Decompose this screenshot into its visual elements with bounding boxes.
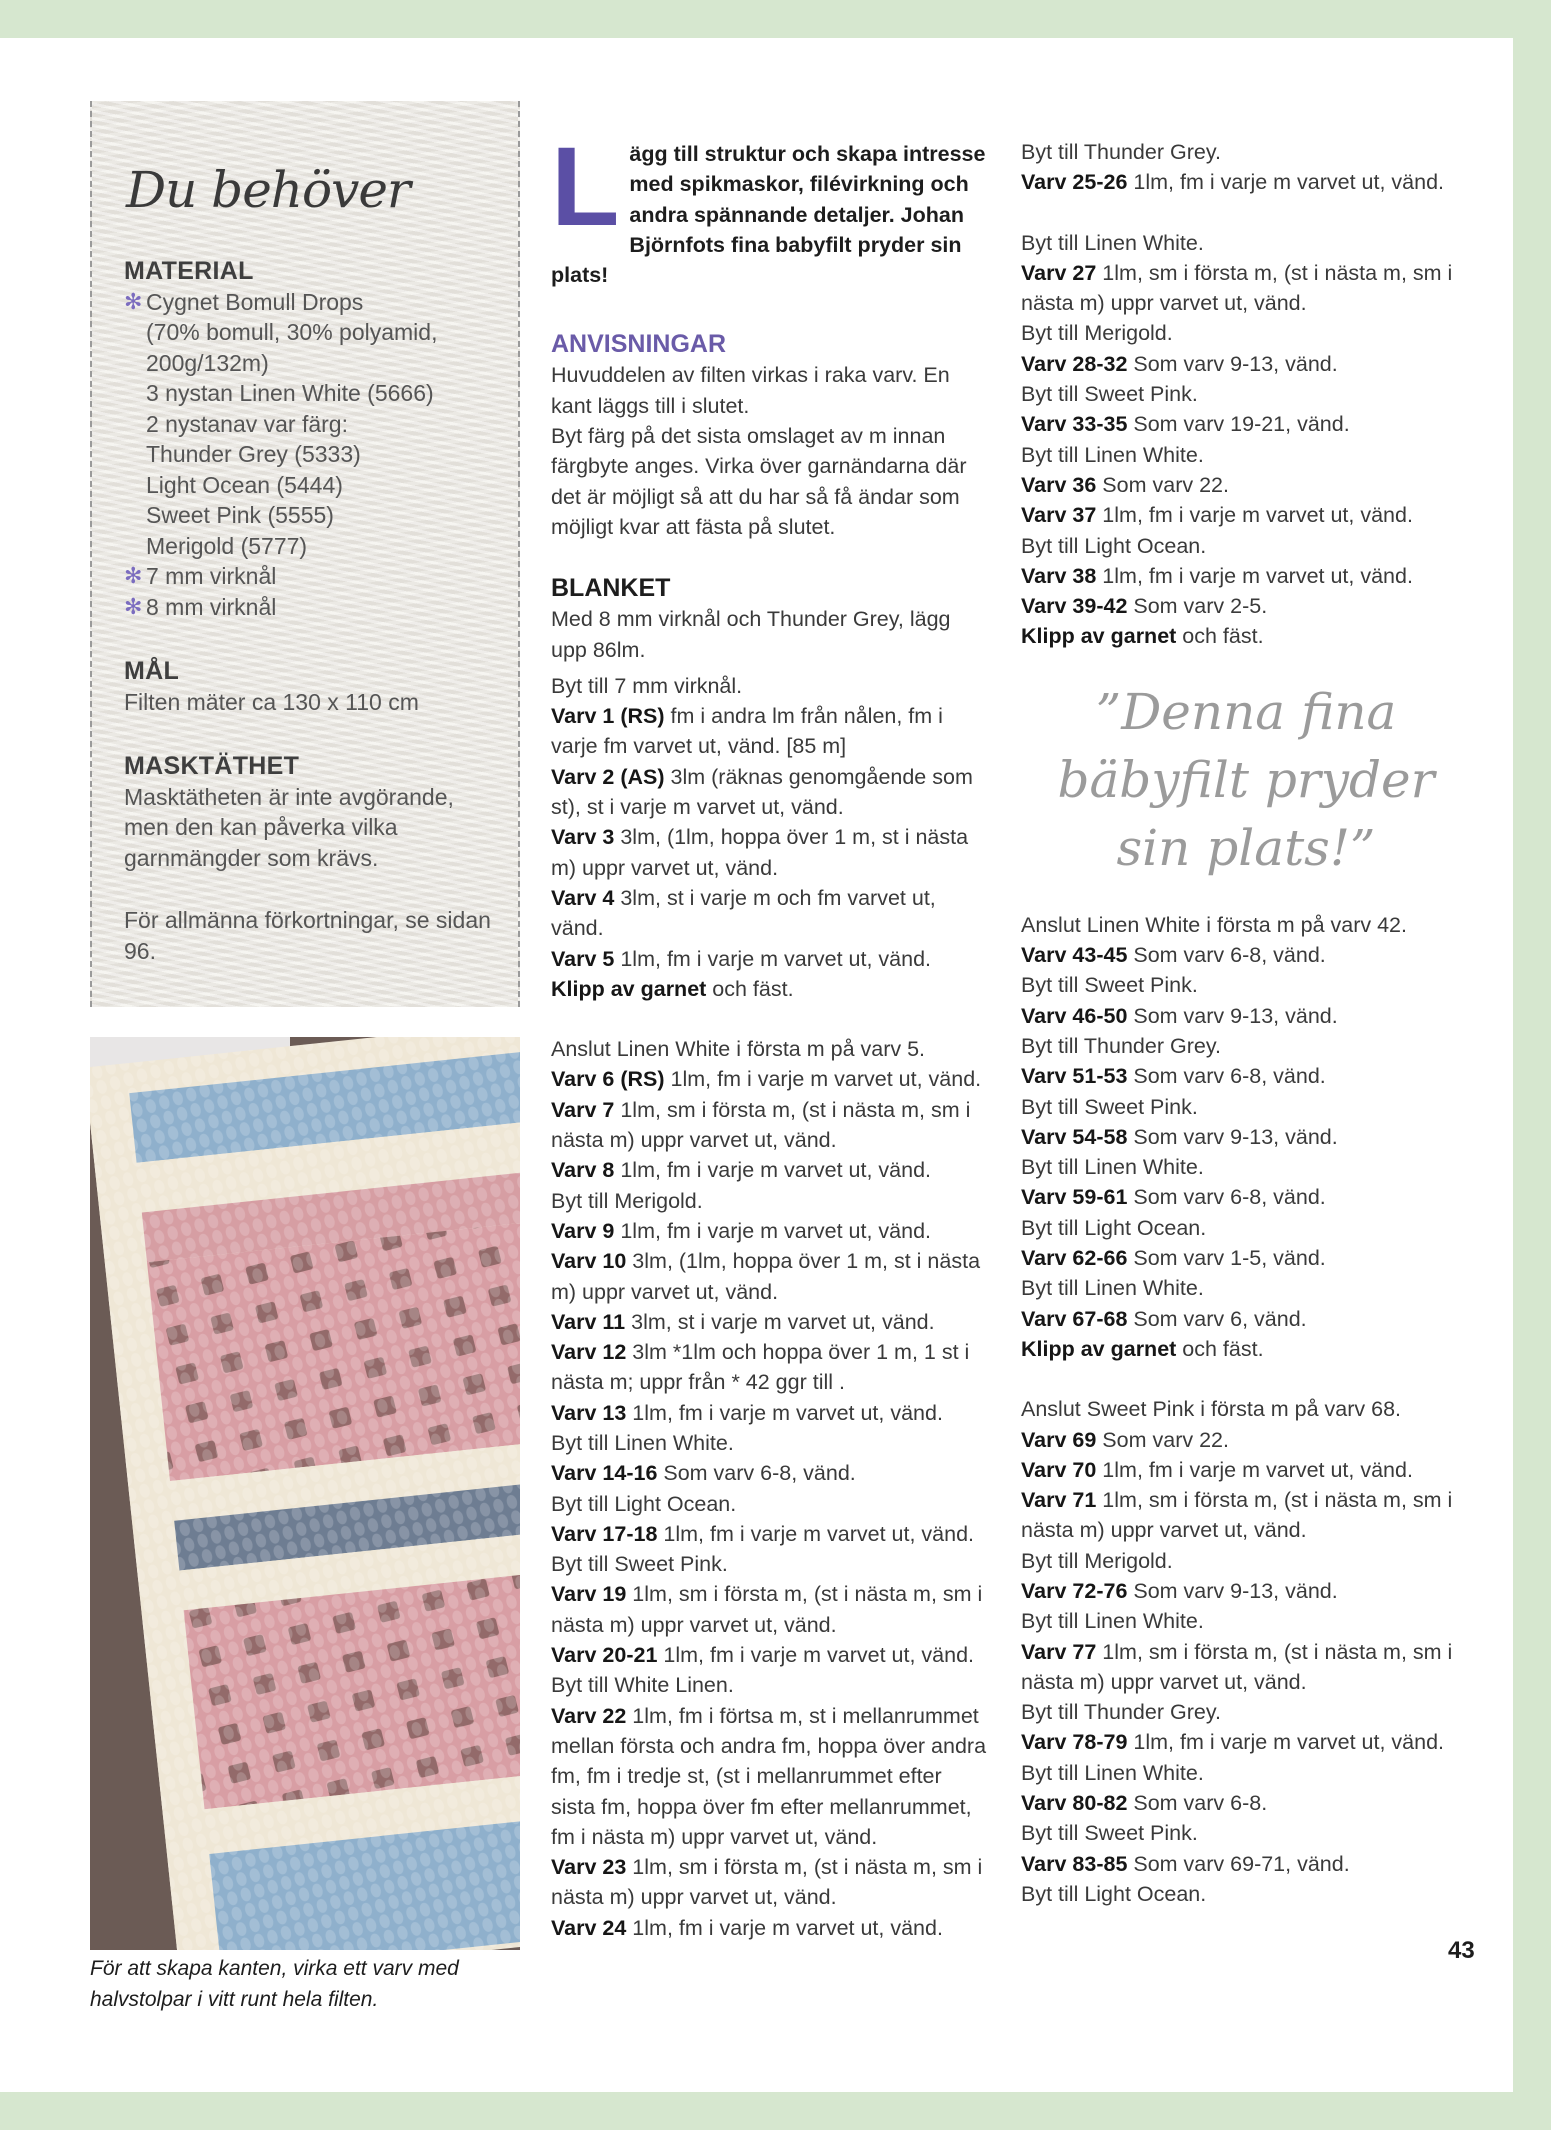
row-label: Varv 33-35 — [1021, 412, 1128, 437]
row-label: Varv 28-32 — [1021, 351, 1128, 376]
instruction-line — [551, 1246, 991, 1307]
instruction-line — [1021, 970, 1471, 1000]
row-text: Byt till Thunder Grey. — [1021, 140, 1221, 164]
instruction-line — [1021, 500, 1471, 530]
row-text: 1lm, fm i varje m varvet ut, vänd. — [1096, 503, 1413, 528]
row-text: Som varv 9-13, vänd. — [1127, 1124, 1338, 1149]
mal-text: Filten mäter ca 130 x 110 cm — [124, 688, 419, 715]
row-text: Som varv 6-8. — [1127, 1791, 1268, 1816]
row-label: Varv 8 — [551, 1158, 615, 1183]
row-text: 1lm, fm i varje m varvet ut, vänd. — [614, 1218, 931, 1243]
instruction-line — [551, 1216, 991, 1246]
row-text: Byt till Linen White. — [551, 1430, 734, 1455]
row-text: Byt till Sweet Pink. — [1021, 1821, 1198, 1846]
instruction-line — [1021, 228, 1471, 258]
instruction-line — [551, 974, 991, 1004]
row-text: 1lm, sm i första m, (st i nästa m, sm i nästa m) uppr varvet ut, vänd. — [551, 1855, 983, 1910]
material-item-text: (70% bomull, 30% polyamid, — [146, 319, 438, 345]
row-text: 1lm, fm i varje m varvet ut, vänd. — [626, 1915, 943, 1940]
materials-sidebar — [90, 101, 520, 1007]
row-label: Varv 72-76 — [1021, 1578, 1128, 1603]
instruction-line — [551, 1064, 991, 1094]
bullet-icon: ✻ — [124, 563, 143, 588]
row-label: Klipp av garnet — [1021, 624, 1177, 649]
instruction-line — [551, 1670, 991, 1700]
row-label: Varv 83-85 — [1021, 1851, 1128, 1876]
row-text: fm i andra lm från nålen, fm i varje fm varvet ut, vänd. [85 m] — [551, 704, 943, 759]
instruction-line — [551, 671, 991, 701]
pull-quote: ”Denna fina bäbyfilt pryder sin plats!” — [1057, 682, 1435, 877]
paragraph-gap — [1021, 1364, 1471, 1394]
intro-paragraph — [551, 124, 991, 290]
row-text: Som varv 6-8, vänd. — [1127, 943, 1326, 968]
row-text: Som varv 9-13, vänd. — [1127, 1578, 1338, 1603]
row-label: Varv 27 — [1021, 260, 1097, 285]
instruction-line — [1021, 1879, 1471, 1909]
masktathet-heading: MASKTÄTHET — [124, 752, 300, 780]
instruction-line — [1021, 379, 1471, 409]
row-text: 1lm, sm i första m, (st i nästa m, sm i nästa m) uppr varvet ut, vänd. — [1021, 260, 1453, 316]
instruction-line — [1021, 1152, 1471, 1182]
row-label: Varv 36 — [1021, 472, 1097, 497]
row-label: Varv 51-53 — [1021, 1064, 1128, 1089]
instruction-line — [1021, 167, 1471, 197]
material-item — [124, 348, 498, 379]
row-label: Varv 10 — [551, 1249, 627, 1274]
instruction-line — [551, 1155, 991, 1185]
instruction-line — [1021, 1273, 1471, 1303]
material-item — [124, 378, 498, 409]
row-text: 1lm, sm i första m, (st i nästa m, sm i nästa m) uppr varvet ut, vänd. — [551, 1582, 983, 1637]
material-item-text: 7 mm virknål — [146, 563, 277, 589]
row-text: 3lm, (1lm, hoppa över 1 m, st i nästa m) uppr varvet ut, vänd. — [551, 1249, 981, 1304]
instruction-line — [1021, 1001, 1471, 1031]
anvisningar-text-1: Huvuddelen av filten virkas i raka varv. En kant läggs till i slutet. — [551, 363, 950, 418]
instruction-line — [1021, 1455, 1471, 1485]
material-list — [124, 287, 498, 623]
row-text: Som varv 6-8, vänd. — [657, 1461, 856, 1486]
instruction-line — [1021, 1243, 1471, 1273]
row-label: Varv 77 — [1021, 1639, 1097, 1664]
material-item — [124, 500, 498, 531]
material-item — [124, 561, 498, 592]
row-label: Varv 6 (RS) — [551, 1067, 665, 1092]
material-item-text: Light Ocean (5444) — [146, 471, 343, 498]
row-label: Varv 43-45 — [1021, 943, 1128, 968]
row-text: 3lm (räknas genomgående som st), st i varje m varvet ut, vänd. — [551, 764, 973, 820]
instruction-line — [1021, 1213, 1471, 1243]
anvisningar-text-2: Byt färg på det sista omslaget av m innan färgbyte anges. Virka över garnändarna där det är möjligt så att du har så få ändar som möjligt kvar att fästa på slutet. — [551, 424, 967, 539]
row-text: och fäst. — [1176, 1336, 1264, 1361]
row-text: 1lm, fm i varje m varvet ut, vänd. — [657, 1643, 975, 1668]
masktathet-text: Masktätheten är inte avgörande, men den kan påverka vilka garnmängder som krävs. — [124, 783, 454, 871]
blanket-illustration — [90, 1037, 520, 1950]
instruction-line — [551, 1640, 991, 1670]
row-label: Varv 11 — [551, 1309, 626, 1334]
material-item-text: 3 nystan Linen White (5666) — [146, 380, 434, 406]
row-instructions-part-1 — [551, 671, 991, 1943]
instruction-line — [1021, 1818, 1471, 1848]
material-section — [124, 256, 498, 622]
row-text: Byt till 7 mm virknål. — [551, 673, 743, 698]
row-text: 1lm, sm i första m, (st i nästa m, sm i nästa m) uppr varvet ut, vänd. — [551, 1097, 971, 1153]
instruction-line — [1021, 621, 1471, 651]
row-label: Varv 20-21 — [551, 1643, 658, 1668]
row-text: Byt till Thunder Grey. — [1021, 1700, 1221, 1725]
intro-text: ägg till struktur och skapa intresse med spikmaskor, filévirkning och andra spännande detaljer. Johan Björnfots fina babyfilt pryder sin plats! — [551, 142, 986, 288]
instruction-line — [1021, 1727, 1471, 1757]
row-label: Varv 23 — [551, 1855, 627, 1880]
row-label: Varv 67-68 — [1021, 1306, 1128, 1331]
instruction-line — [551, 1489, 991, 1519]
instruction-line — [551, 1337, 991, 1398]
row-label: Varv 59-61 — [1021, 1185, 1128, 1210]
material-item — [124, 531, 498, 562]
row-text: Byt till Linen White. — [1021, 1276, 1204, 1301]
instruction-line — [1021, 561, 1471, 591]
row-text: 1lm, fm i varje m varvet ut, vänd. — [1127, 170, 1445, 195]
row-text: Byt till White Linen. — [551, 1673, 734, 1698]
row-text: Byt till Light Ocean. — [551, 1491, 737, 1516]
instruction-line — [1021, 1122, 1471, 1152]
instruction-line — [1021, 1849, 1471, 1879]
row-text: Som varv 6, vänd. — [1127, 1306, 1307, 1331]
paragraph-gap — [551, 1004, 991, 1034]
row-label: Varv 78-79 — [1021, 1730, 1128, 1755]
instruction-line — [1021, 591, 1471, 621]
row-text: 1lm, fm i varje m varvet ut, vänd. — [626, 1400, 943, 1425]
instruction-line — [1021, 1485, 1471, 1546]
instruction-line — [551, 822, 991, 883]
material-item-text: 2 nystanav var färg: — [146, 410, 348, 437]
instruction-line — [551, 762, 991, 823]
row-text: 1lm, fm i varje m varvet ut, vänd. — [1096, 1457, 1413, 1482]
instruction-line — [1021, 1788, 1471, 1818]
instruction-line — [1021, 1425, 1471, 1455]
row-text: Som varv 19-21, vänd. — [1127, 412, 1350, 437]
row-label: Varv 5 — [551, 946, 615, 971]
row-label: Varv 9 — [551, 1218, 615, 1243]
material-item — [124, 409, 498, 440]
row-text: Byt till Light Ocean. — [1021, 1215, 1207, 1240]
instruction-line — [551, 1549, 991, 1579]
row-text: Byt till Merigold. — [551, 1188, 703, 1213]
row-text: Som varv 22. — [1096, 1427, 1229, 1452]
instruction-line — [1021, 910, 1471, 940]
instruction-line — [551, 1579, 991, 1640]
instruction-line — [551, 1913, 991, 1943]
instruction-line — [1021, 409, 1471, 439]
row-text: Anslut Sweet Pink i första m på varv 68. — [1021, 1397, 1401, 1422]
row-label: Varv 4 — [551, 885, 615, 910]
row-text: Byt till Merigold. — [1021, 1548, 1173, 1573]
row-label: Varv 46-50 — [1021, 1003, 1128, 1028]
row-label: Varv 80-82 — [1021, 1791, 1128, 1816]
anvisningar-heading: ANVISNINGAR — [551, 330, 727, 359]
row-text: 1lm, fm i varje m varvet ut, vänd. — [614, 946, 931, 971]
row-text: 3lm, st i varje m varvet ut, vänd. — [625, 1309, 935, 1334]
row-label: Varv 7 — [551, 1097, 615, 1122]
row-label: Varv 3 — [551, 825, 615, 850]
row-label: Varv 37 — [1021, 503, 1097, 528]
row-text: Byt till Linen White. — [1021, 1155, 1204, 1180]
row-text: 1lm, fm i varje m varvet ut, vänd. — [614, 1158, 931, 1183]
row-label: Varv 38 — [1021, 563, 1097, 588]
material-item-text: 200g/132m) — [146, 349, 269, 376]
material-item — [124, 287, 498, 318]
row-text: Byt till Linen White. — [1021, 1760, 1204, 1785]
instruction-line — [1021, 1637, 1471, 1698]
instruction-line — [551, 1186, 991, 1216]
row-instructions-part-2 — [1021, 137, 1471, 652]
instruction-line — [551, 1428, 991, 1458]
row-text: Som varv 22. — [1096, 472, 1229, 497]
instruction-line — [1021, 1394, 1471, 1424]
material-item-text: Thunder Grey (5333) — [146, 441, 361, 467]
mal-heading: MÅL — [124, 657, 180, 685]
row-text: Byt till Linen White. — [1021, 1609, 1204, 1634]
row-text: Byt till Merigold. — [1021, 321, 1173, 346]
photo-caption: För att skapa kanten, virka ett varv med halvstolpar i vitt runt hela filten. — [90, 1957, 459, 2011]
row-text: Som varv 9-13, vänd. — [1127, 1003, 1338, 1028]
instruction-line — [1021, 470, 1471, 500]
blanket-intro: Med 8 mm virknål och Thunder Grey, lägg upp 86lm. — [551, 607, 951, 662]
instruction-line — [551, 1307, 991, 1337]
material-item-text: 8 mm virknål — [146, 593, 277, 620]
instructions-column-1 — [551, 124, 991, 1943]
row-text: Som varv 69-71, vänd. — [1127, 1851, 1350, 1876]
instruction-line — [1021, 1092, 1471, 1122]
row-label: Klipp av garnet — [551, 976, 707, 1001]
paragraph-gap — [1021, 198, 1471, 228]
mal-section — [124, 656, 498, 717]
row-label: Varv 2 (AS) — [551, 764, 665, 789]
row-text: Byt till Sweet Pink. — [551, 1552, 728, 1577]
row-label: Varv 22 — [551, 1703, 627, 1728]
instruction-line — [551, 1701, 991, 1852]
row-text: 3lm, (1lm, hoppa över 1 m, st i nästa m) uppr varvet ut, vänd. — [551, 825, 969, 880]
row-text: och fäst. — [706, 976, 794, 1001]
instruction-line — [551, 1034, 991, 1064]
instruction-line — [1021, 318, 1471, 348]
row-label: Varv 62-66 — [1021, 1246, 1128, 1271]
row-text: Byt till Linen White. — [1021, 230, 1204, 255]
instruction-line — [1021, 1546, 1471, 1576]
instruction-line — [1021, 1697, 1471, 1727]
row-label: Klipp av garnet — [1021, 1336, 1177, 1361]
row-text: Som varv 1-5, vänd. — [1127, 1246, 1326, 1271]
row-text: 1lm, fm i varje m varvet ut, vänd. — [664, 1067, 982, 1092]
bullet-icon: ✻ — [124, 288, 143, 314]
instruction-line — [1021, 258, 1471, 319]
row-label: Varv 25-26 — [1021, 170, 1128, 195]
row-text: Som varv 6-8, vänd. — [1127, 1185, 1326, 1210]
row-label: Varv 69 — [1021, 1427, 1097, 1452]
instruction-line — [1021, 1334, 1471, 1364]
instruction-line — [551, 1852, 991, 1913]
row-text: Byt till Sweet Pink. — [1021, 973, 1198, 998]
row-text: 1lm, sm i första m, (st i nästa m, sm i nästa m) uppr varvet ut, vänd. — [1021, 1488, 1453, 1543]
row-text: 1lm, fm i varje m varvet ut, vänd. — [1127, 1730, 1445, 1755]
row-text: 1lm, fm i varje m varvet ut, vänd. — [1096, 563, 1413, 588]
instruction-line — [1021, 137, 1471, 167]
row-text: Som varv 6-8, vänd. — [1127, 1064, 1326, 1089]
row-text: Byt till Sweet Pink. — [1021, 382, 1198, 407]
row-text: Anslut Linen White i första m på varv 42. — [1021, 912, 1407, 937]
instruction-line — [551, 1458, 991, 1488]
row-text: Som varv 2-5. — [1127, 594, 1268, 619]
row-label: Varv 39-42 — [1021, 594, 1128, 619]
row-text: Anslut Linen White i första m på varv 5. — [551, 1037, 926, 1062]
row-text: Byt till Light Ocean. — [1021, 533, 1207, 558]
crochet-blanket-photo — [90, 1037, 520, 1950]
instruction-line — [1021, 1606, 1471, 1636]
row-text: 3lm, st i varje m och fm varvet ut, vänd. — [551, 885, 936, 941]
sidebar-title: Du behöver — [126, 161, 410, 219]
material-item — [124, 592, 498, 623]
blanket-heading: BLANKET — [551, 574, 671, 603]
material-item — [124, 439, 498, 470]
instruction-line — [551, 944, 991, 974]
row-label: Varv 70 — [1021, 1457, 1097, 1482]
row-text: Som varv 9-13, vänd. — [1127, 351, 1338, 376]
instruction-line — [1021, 531, 1471, 561]
row-label: Varv 14-16 — [551, 1461, 658, 1486]
instruction-line — [551, 1398, 991, 1428]
instruction-line — [1021, 940, 1471, 970]
material-item — [124, 317, 498, 348]
row-label: Varv 17-18 — [551, 1521, 658, 1546]
row-text: 1lm, fm i varje m varvet ut, vänd. — [657, 1521, 975, 1546]
bullet-icon: ✻ — [124, 593, 143, 619]
row-text: Byt till Sweet Pink. — [1021, 1094, 1198, 1119]
row-text: 1lm, sm i första m, (st i nästa m, sm i nästa m) uppr varvet ut, vänd. — [1021, 1639, 1453, 1694]
instruction-line — [1021, 1182, 1471, 1212]
row-label: Varv 19 — [551, 1582, 627, 1607]
row-text: Byt till Light Ocean. — [1021, 1881, 1207, 1906]
abbreviations-note: För allmänna förkortningar, se sidan 96. — [124, 907, 491, 964]
instruction-line — [551, 701, 991, 762]
instruction-line — [551, 1519, 991, 1549]
instruction-line — [551, 883, 991, 944]
row-text: Byt till Linen White. — [1021, 442, 1204, 467]
row-instructions-part-3 — [1021, 910, 1471, 1910]
instruction-line — [1021, 440, 1471, 470]
instruction-line — [1021, 1304, 1471, 1334]
row-text: 3lm *1lm och hoppa över 1 m, 1 st i nästa m; uppr från * 42 ggr till . — [551, 1340, 970, 1395]
page-number: 43 — [1448, 1937, 1475, 1964]
instruction-line — [1021, 1758, 1471, 1788]
instruction-line — [1021, 349, 1471, 379]
row-label: Varv 1 (RS) — [551, 704, 665, 729]
row-text: 1lm, fm i förtsa m, st i mellanrummet mellan första och andra fm, hoppa över andra fm, fm i tredje st, (st i mellanrummet efter sista fm, hoppa över fm efter mellanrummet, fm i nästa m) uppr varvet ut, vänd. — [551, 1703, 987, 1849]
row-label: Varv 24 — [551, 1915, 627, 1940]
instructions-column-2 — [1021, 137, 1471, 1909]
drop-cap: L — [551, 124, 620, 249]
material-item-text: Merigold (5777) — [146, 532, 308, 559]
instruction-line — [1021, 1061, 1471, 1091]
instruction-line — [551, 1095, 991, 1156]
row-label: Varv 54-58 — [1021, 1124, 1128, 1149]
masktathet-section — [124, 751, 498, 873]
instruction-line — [1021, 1031, 1471, 1061]
row-text: Byt till Thunder Grey. — [1021, 1033, 1221, 1058]
material-heading: MATERIAL — [124, 257, 254, 285]
row-text: och fäst. — [1176, 624, 1264, 649]
material-item-text: Cygnet Bomull Drops — [146, 288, 364, 315]
row-label: Varv 71 — [1021, 1488, 1097, 1513]
material-item-text: Sweet Pink (5555) — [146, 502, 334, 528]
row-label: Varv 12 — [551, 1340, 627, 1365]
material-item — [124, 470, 498, 501]
instruction-line — [1021, 1576, 1471, 1606]
row-label: Varv 13 — [551, 1400, 627, 1425]
